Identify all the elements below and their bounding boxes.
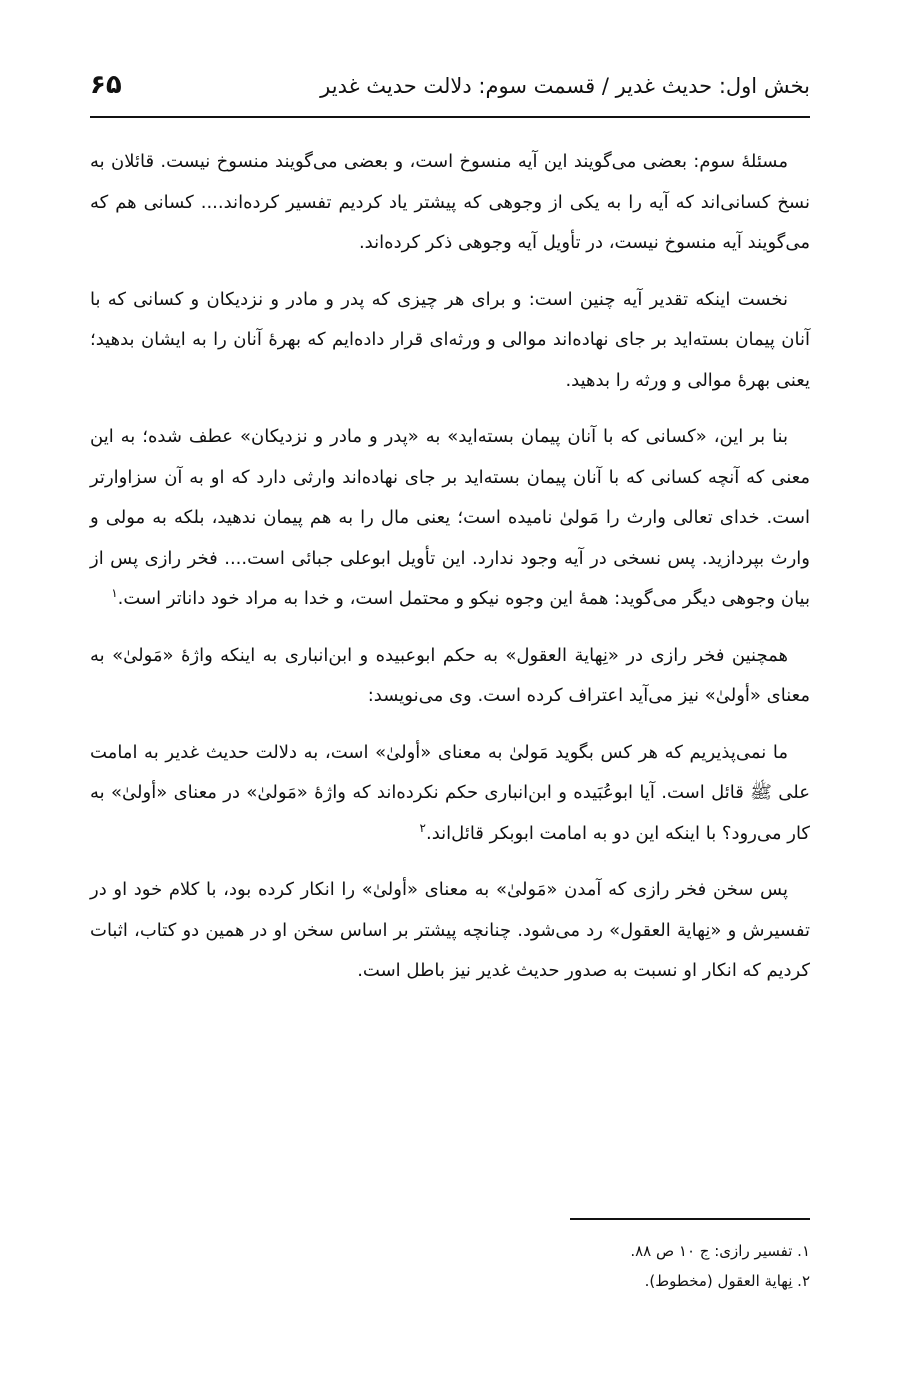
paragraph-text: ما نمی‌پذیریم که هر کس بگوید مَولیٰ به معنای «أولیٰ» است، به دلالت حدیث غدیر به امامت علی ﷺ قائل است. آیا ابوعُبَیده و ابن‌انباری حکم نکرده‌اند که واژهٔ «مَولیٰ» در معنای «أولیٰ» به کار می‌رود؟ با اینکه این دو به امامت ابوبکر قائل‌اند. (90, 741, 810, 844)
paragraph-text: بنا بر این، «کسانی که با آنان پیمان بسته‌اید» به «پدر و مادر و نزدیکان» عطف شده؛ به این معنی که آنچه کسانی که با آنان پیمان بسته‌اید بر جای نهاده‌اند وارثی دارد که او به آن سزاوارتر است. خدای تعالی وارث را مَولیٰ نامیده است؛ یعنی مال را به هم پیمان ندهید، بلکه به مولی و وارث بپردازید. پس نسخی در آیه وجود ندارد. این تأویل ابوعلی جبائی است.... فخر رازی پس از بیان وجوهی دیگر می‌گوید: همهٔ این وجوه نیکو و محتمل است، و خدا به مراد خود داناتر است. (90, 426, 810, 609)
footnotes (90, 1236, 810, 1296)
page-number: ۶۵ (90, 70, 122, 100)
paragraph (90, 417, 810, 620)
paragraph-text: همچنین فخر رازی در «نِهایة العقول» به حکم ابوعبیده و ابن‌انباری به اینکه واژهٔ «مَولیٰ» به معنای «أولیٰ» نیز می‌آید اعتراف کرده است. وی می‌نویسد: (90, 644, 810, 706)
paragraph-text: نخست اینکه تقدیر آیه چنین است: و برای هر چیزی که پدر و مادر و نزدیکان و کسانی که با آنان پیمان بسته‌اید بر جای نهاده‌اند موالی و ورثه‌ای قرار داده‌ایم که بهرهٔ آنان را به ایشان بدهید؛ یعنی بهرهٔ موالی و ورثه را بدهید. (90, 288, 810, 391)
paragraph (90, 870, 810, 992)
header-divider (90, 116, 810, 118)
footnote-item: ۱. تفسیر رازی: ج ۱۰ ص ۸۸. (630, 1242, 810, 1260)
running-title: بخش اول: حدیث غدیر / قسمت سوم: دلالت حدیث غدیر (320, 74, 810, 98)
paragraph-text: پس سخن فخر رازی که آمدن «مَولیٰ» به معنای «أولیٰ» را انکار کرده بود، با کلام خود او در تفسیرش و «نِهایة العقول» رد می‌شود. چنانچه پیشتر بر اساس سخن او در همین دو کتاب، اثبات کردیم که انکار او نسبت به صدور حدیث غدیر نیز باطل است. (90, 879, 810, 981)
quotation-paragraph (90, 733, 810, 855)
footnote-item: ۲. نِهایة العقول (مخطوط). (644, 1272, 810, 1290)
footnote-divider (570, 1218, 810, 1220)
page-header (90, 62, 810, 108)
main-text (90, 142, 810, 1008)
paragraph (90, 142, 810, 264)
footnote-reference[interactable]: ۱ (111, 586, 118, 600)
paragraph (90, 280, 810, 402)
paragraph (90, 636, 810, 717)
footnote-reference[interactable]: ۲ (419, 820, 426, 835)
paragraph-text: مسئلهٔ سوم: بعضی می‌گویند این آیه منسوخ است، و بعضی می‌گویند منسوخ نیست. قائلان به نسخ کسانی‌اند که آیه را به یکی از وجوهی که پیشتر یاد کردیم تفسیر کرده‌اند.... کسانی هم که می‌گویند آیه منسوخ نیست، در تأویل آیه وجوهی ذکر کرده‌اند. (90, 151, 810, 253)
